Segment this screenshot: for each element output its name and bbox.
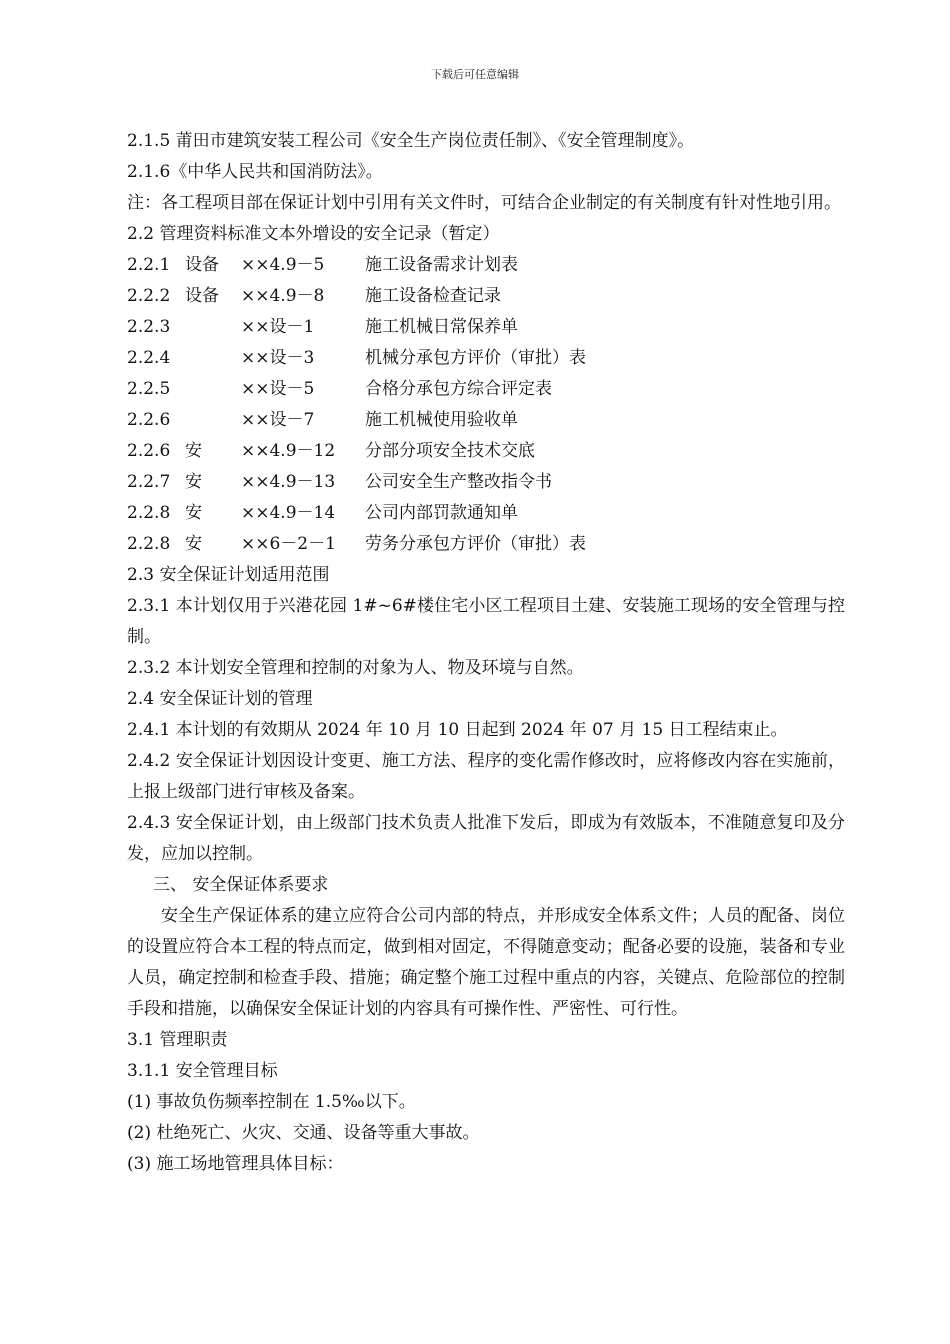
record-category: 安 [185, 472, 202, 492]
record-category: 安 [185, 441, 202, 461]
target-item: (3) 施工场地管理具体目标： [127, 1154, 344, 1174]
section-2-4-title: 2.4 安全保证计划的管理 [127, 689, 313, 709]
record-name: 劳务分承包方评价（审批）表 [365, 534, 586, 554]
record-name: 施工机械使用验收单 [365, 410, 518, 430]
record-number: 2.2.5 [127, 379, 171, 399]
record-row [127, 498, 845, 529]
section-3-1-1-title: 3.1.1 安全管理目标 [127, 1061, 278, 1081]
record-name: 公司安全生产整改指令书 [365, 472, 552, 492]
record-code: ××4.9－5 [241, 255, 325, 275]
record-number: 2.2.1 [127, 255, 171, 275]
record-category: 设备 [185, 255, 219, 275]
record-category [185, 374, 241, 405]
record-code: ××设－5 [241, 379, 315, 399]
record-code: ××6－2－1 [241, 534, 336, 554]
record-code: ××设－7 [241, 410, 315, 430]
section-2-3-title: 2.3 安全保证计划适用范围 [127, 565, 330, 585]
record-code: ××4.9－13 [241, 472, 336, 492]
page-header: 下载后可任意编辑 [431, 68, 519, 81]
record-name: 施工设备需求计划表 [365, 255, 518, 275]
record-number: 2.2.3 [127, 317, 171, 337]
section-3-title: 三、 安全保证体系要求 [153, 875, 329, 895]
note-paragraph: 注：各工程项目部在保证计划中引用有关文件时，可结合企业制定的有关制度有针对性地引用。 [127, 193, 841, 213]
section-3-body: 安全生产保证体系的建立应符合公司内部的特点，并形成安全体系文件；人员的配备、岗位的设置应符合本工程的特点而定，做到相对固定，不得随意变动；配备必要的设施，装备和专业人员，确定控制和检查手段、措施；确定整个施工过程中重点的内容，关键点、危险部位的控制手段和措施，以确保安全保证计划的内容具有可操作性、严密性、可行性。 [127, 906, 845, 1019]
record-code: ××4.9－14 [241, 503, 336, 523]
record-category: 设备 [185, 286, 219, 306]
record-number: 2.2.4 [127, 348, 171, 368]
record-name: 分部分项安全技术交底 [365, 441, 535, 461]
record-name: 公司内部罚款通知单 [365, 503, 518, 523]
record-row [127, 250, 845, 281]
section-2-2-title: 2.2 管理资料标准文本外增设的安全记录（暂定） [127, 224, 500, 244]
record-name: 施工机械日常保养单 [365, 317, 518, 337]
record-category [185, 343, 241, 374]
record-row [127, 405, 845, 436]
record-code: ××4.9－12 [241, 441, 336, 461]
record-row [127, 467, 845, 498]
record-row [127, 281, 845, 312]
record-number: 2.2.6 [127, 441, 171, 461]
clause-2-4-2: 2.4.2 安全保证计划因设计变更、施工方法、程序的变化需作修改时，应将修改内容在实施前，上报上级部门进行审核及备案。 [127, 751, 845, 802]
record-name: 机械分承包方评价（审批）表 [365, 348, 586, 368]
clause-2-4-3: 2.4.3 安全保证计划，由上级部门技术负责人批准下发后，即成为有效版本，不准随意复印及分发，应加以控制。 [127, 813, 845, 864]
record-row [127, 436, 845, 467]
record-row [127, 374, 845, 405]
clause-2-1-6: 2.1.6《中华人民共和国消防法》。 [127, 162, 383, 182]
record-number: 2.2.8 [127, 503, 171, 523]
section-3-1-title: 3.1 管理职责 [127, 1030, 228, 1050]
record-number: 2.2.8 [127, 534, 171, 554]
record-category [185, 405, 241, 436]
record-number: 2.2.2 [127, 286, 171, 306]
record-row [127, 312, 845, 343]
record-name: 合格分承包方综合评定表 [365, 379, 552, 399]
record-category: 安 [185, 534, 202, 554]
record-code: ××设－1 [241, 317, 315, 337]
clause-2-3-2: 2.3.2 本计划安全管理和控制的对象为人、物及环境与自然。 [127, 658, 584, 678]
target-item: (2) 杜绝死亡、火灾、交通、设备等重大事故。 [127, 1123, 480, 1143]
target-item: (1) 事故负伤频率控制在 1.5‰以下。 [127, 1092, 416, 1112]
record-number: 2.2.7 [127, 472, 171, 492]
record-code: ××设－3 [241, 348, 315, 368]
clause-2-3-1: 2.3.1 本计划仅用于兴港花园 1#~6#楼住宅小区工程项目土建、安装施工现场的安全管理与控制。 [127, 596, 845, 647]
clause-2-1-5: 2.1.5 莆田市建筑安装工程公司《安全生产岗位责任制》、《安全管理制度》。 [127, 131, 695, 151]
record-number: 2.2.6 [127, 410, 171, 430]
record-code: ××4.9－8 [241, 286, 325, 306]
records-list [127, 250, 845, 560]
record-name: 施工设备检查记录 [365, 286, 501, 306]
record-row [127, 343, 845, 374]
document-body [127, 126, 845, 1180]
record-category: 安 [185, 503, 202, 523]
record-category [185, 312, 241, 343]
record-row [127, 529, 845, 560]
clause-2-4-1: 2.4.1 本计划的有效期从 2024 年 10 月 10 日起到 2024 年 07 月 15 日工程结束止。 [127, 720, 788, 740]
